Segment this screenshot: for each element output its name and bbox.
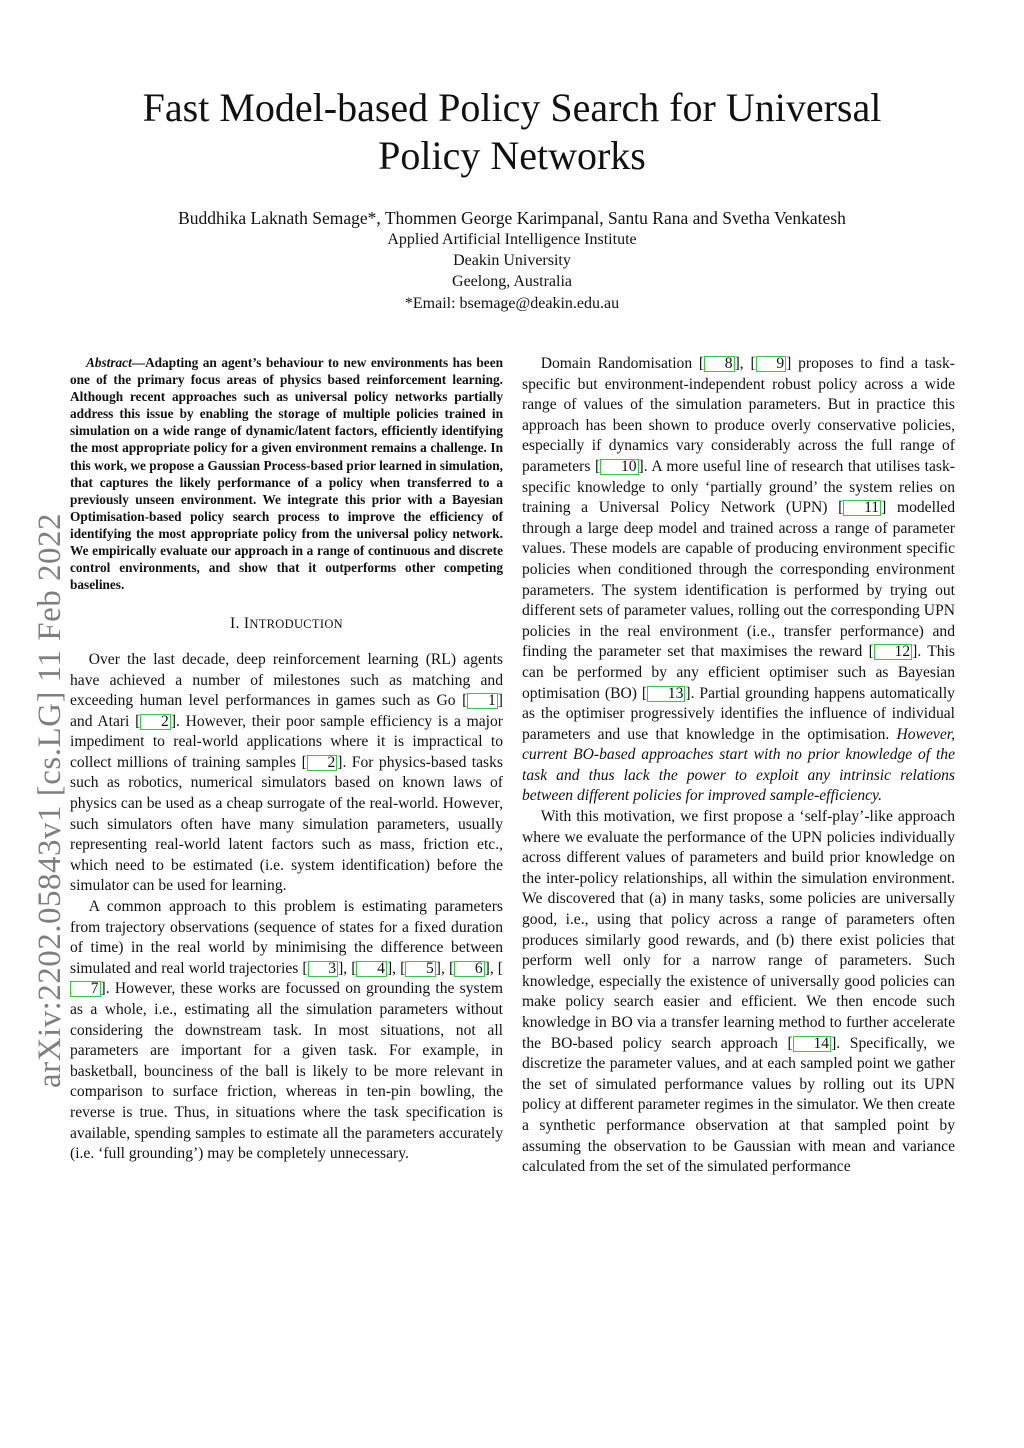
affiliation-location: Geelong, Australia xyxy=(452,273,572,291)
section-heading-introduction xyxy=(70,614,503,635)
text-run: , xyxy=(489,959,498,977)
citation-link[interactable]: 13 xyxy=(647,686,685,702)
citation-link[interactable]: 2 xyxy=(140,714,171,730)
citation-link[interactable]: 11 xyxy=(843,500,881,516)
citation-link[interactable]: 14 xyxy=(793,1036,831,1052)
affiliation-block xyxy=(70,229,954,314)
affiliation-email: *Email: bsemage@deakin.edu.au xyxy=(404,294,620,312)
text-run: . For physics-based tasks such as robotics, numerical simulators based on known laws of physics can be used as a cheap surrogate of the real-world. However, such simulators often have many simulation parameters, usually representing real-world latent factors such as mass, friction etc., which need to be estimated (i.e. system identification) before the simulator can be used for learning. xyxy=(70,753,503,895)
text-run: . Specifically, we discretize the parameter values, and at each sampled point we gather the set of simulated performance values by rolling out its UPN policy at different parameter regimes in the simulator. We then create a synthetic performance observation at that sampled point by assuming the observation to be Gaussian with mean and variance calculated from the set of the simulated performance xyxy=(522,1034,955,1176)
citation-link[interactable]: 1 xyxy=(467,693,498,709)
affiliation-university: Deakin University xyxy=(453,252,571,270)
citation-link[interactable]: 8 xyxy=(704,356,735,372)
section-title-first: I xyxy=(243,615,250,633)
arxiv-id-text: arXiv:2202.05843v1 [cs.LG] 11 Feb 2022 xyxy=(32,512,69,1088)
citation-link[interactable]: 3 xyxy=(308,961,339,977)
text-run: . A more useful line of research that utilises task-specific knowledge to only ‘partially ground’ the system relies on training a Universal Policy Network (UPN) xyxy=(522,457,955,517)
abstract xyxy=(70,354,503,593)
author-list: Buddhika Laknath Semage*, Thommen George Karimpanal, Santu Rana and Svetha Venkatesh xyxy=(178,208,846,228)
citation-link[interactable]: 2 xyxy=(307,755,338,771)
intro-paragraph-1: Over the last decade, deep reinforcement learning (RL) agents have achieved a number of milestones such as matching and exceeding human level performances in games such as Go [ 1 ] and Atari [ 2 ]. However, their poor sample efficiency is a major impediment to real-world applications where it is impractical to collect millions of training samples [ 2 ]. For physics-based tasks such as robotics, numerical simulators based on known laws of physics can be used as a cheap surrogate of the real-world. However, such simulators often have many simulation parameters, usually representing real-world latent factors such as mass, friction etc., which need to be estimated (i.e. system identification) before the simulator can be used for learning. xyxy=(70,650,503,895)
text-run: and Atari xyxy=(70,712,136,730)
text-run: , xyxy=(392,959,401,977)
text-run: , xyxy=(441,959,449,977)
paper-title xyxy=(70,84,954,180)
intro-paragraph-4: With this motivation, we first propose a ‘self-play’-like approach where we evaluate the performance of the UPN policies individually across different values of parameters and build prior knowledge on the inter-policy relationships, all within the simulation environment. We discovered that (a) in many tasks, some policies are universally good, i.e., using that policy across a range of parameters often produces similarly good rewards, and (b) there exist policies that perform well only for a narrow range of parameters. Such knowledge, especially the existence of universally good policies can make policy search easier and efficient. We then encode such knowledge in BO via a transfer learning method to further accelerate the BO-based policy search approach [ 14 ]. Specifically, we discretize the parameter values, and at each sampled point we gather the set of simulated performance values by rolling out its UPN policy at different parameter regimes in the simulator. We then create a synthetic performance observation at that sampled point by assuming the observation to be Gaussian with mean and variance calculated from the set of the simulated performance xyxy=(522,808,955,1176)
text-run: . This can be performed by any efficient optimiser such as Bayesian optimisation (BO) xyxy=(522,643,955,702)
citation-link[interactable]: 6 xyxy=(454,961,485,977)
text-run: . However, these works are focussed on grounding the system as a whole, i.e., estimating all the simulation parameters without considering the downstream task. In most situations, not all parameters are important for a given task. For example, in basketball, bounciness of the ball is likely to be more relevant in comparison to surface friction, whereas in ten-pin bowling, the reverse is true. Thus, in situations where the task specification is available, spending samples to estimate all the parameters accurately (i.e. ‘full grounding’) may be completely unnecessary. xyxy=(70,980,503,1163)
text-run: , xyxy=(343,959,352,977)
intro-paragraph-2: A common approach to this problem is estimating parameters from trajectory observations (sequence of states for a fixed duration of time) in the real world by minimising the difference between simulated and real world trajectories [ 3 ], [ 4 ], [ 5 ], [ 6 ], [7 ]. However, these works are focussed on grounding the system as a whole, i.e., estimating all the simulation parameters without considering the downstream task. In most situations, not all parameters are important for a given task. For example, in basketball, bounciness of the ball is likely to be more relevant in comparison to surface friction, whereas in ten-pin bowling, the reverse is true. Thus, in situations where the task specification is available, spending samples to estimate all the parameters accurately (i.e. ‘full grounding’) may be completely unnecessary. xyxy=(70,898,503,1163)
right-column xyxy=(522,354,955,1178)
citation-link[interactable]: 5 xyxy=(405,961,436,977)
section-title-rest: NTRODUCTION xyxy=(249,617,343,632)
text-run: With this motivation, we first propose a ‘self-play’-like approach where we evaluate the performance of the UPN policies individually across different values of parameters and build prior knowledge on the inter-policy relationships, all within the simulation environment. We discovered that (a) in many tasks, some policies are universally good, i.e., using that policy across a range of parameters often produces similarly good rewards, and (b) there exist policies that perform well only for a narrow range of parameters. Such knowledge, especially the existence of universally good policies can make policy search easier and efficient. We then encode such knowledge in BO via a transfer learning method to further accelerate the BO-based policy search approach xyxy=(522,808,955,1052)
intro-paragraph-3: Domain Randomisation [ 8 ], [ 9 ] proposes to find a task-specific but environment-independent robust policy across a wide range of values of the simulation parameters. But in practice this approach has been shown to produce overly conservative policies, especially if dynamics vary considerably across the full range of parameters [ 10 ]. A more useful line of research that utilises task-specific knowledge to only ‘partially ground’ the system relies on training a Universal Policy Network (UPN) [ 11 ] modelled through a large deep model and trained across a range of parameter values. These models are capable of producing environment specific policies when conditioned through the corresponding environment parameters. The system identification is performed by trying out different sets of parameter values, rolling out the corresponding UPN policies in the real environment (i.e., transfer performance) and finding the parameter set that maximises the reward [ 12 ]. This can be performed by any efficient optimiser such as Bayesian optimisation (BO) [ 13 ]. Partial grounding happens automatically as the optimiser progressively identifies the influence of individual parameters and use that knowledge in the optimisation. However, current BO-based approaches start with no prior knowledge of the task and thus lack the power to exploit any intrinsic relations between different policies for improved sample-efficiency. xyxy=(522,355,955,805)
text-run: Over the last decade, deep reinforcement learning (RL) agents have achieved a number of milestones such as matching and exceeding human level performances in games such as Go xyxy=(70,650,503,710)
citation-link[interactable]: 7 xyxy=(70,981,101,997)
emphasized-text: However, current BO-based approaches start with no prior knowledge of the task and thus lack the power to exploit any intrinsic relations between different policies for improved sample-efficiency. xyxy=(522,725,955,805)
affiliation-institute: Applied Artificial Intelligence Institute xyxy=(387,231,637,248)
citation-link[interactable]: 12 xyxy=(874,644,912,660)
text-run: modelled through a large deep model and trained across a range of parameter values. These models are capable of producing environment specific policies when conditioned through the corresponding environment parameters. The system identification is performed by trying out different sets of parameter values, rolling out the corresponding UPN policies in the real environment (i.e., transfer performance) and finding the parameter set that maximises the reward xyxy=(522,499,955,661)
section-number: I. xyxy=(230,615,244,633)
title-line-2: Policy Networks xyxy=(378,133,646,178)
text-run: Domain Randomisation xyxy=(540,355,699,372)
text-run: . Partial grounding happens automatically as the optimiser progressively identifies the influence of individual parameters and use that knowledge in the optimisation. xyxy=(522,684,955,743)
citation-link[interactable]: 4 xyxy=(356,961,387,977)
text-run: A common approach to this problem is estimating parameters from trajectory observations (sequence of states for a fixed duration of time) in the real world by minimising the difference between simulated and real world trajectories xyxy=(70,898,503,977)
text-run: proposes to find a task-specific but environment-independent robust policy across a wide range of values of the simulation parameters. But in practice this approach has been shown to produce overly conservative policies, especially if dynamics vary considerably across the full range of parameters xyxy=(522,355,955,475)
abstract-label: Abstract xyxy=(85,355,132,370)
abstract-text: —Adapting an agent’s behaviour to new environments has been one of the primary focus areas of physics based reinforcement learning. Although recent approaches such as universal policy networks partially address this issue by enabling the storage of multiple policies trained in simulation on a wide range of dynamic/latent factors, efficiently identifying the most appropriate policy for a given environment remains a challenge. In this work, we propose a Gaussian Process-based prior learned in simulation, that captures the likely performance of a policy when transferred to a previously unseen environment. We integrate this prior with a Bayesian Optimisation-based policy search process to improve the efficiency of identifying the most appropriate policy from the universal policy network. We empirically evaluate our approach in a range of continuous and discrete control environments, and show that it outperforms other competing baselines. xyxy=(70,355,503,593)
left-column xyxy=(70,354,503,1165)
citation-link[interactable]: 10 xyxy=(600,459,638,475)
text-run: , xyxy=(739,355,751,372)
citation-link[interactable]: 9 xyxy=(756,356,787,372)
title-line-1: Fast Model-based Policy Search for Universal xyxy=(142,85,882,130)
text-run: . However, their poor sample efficiency is a major impediment to real-world applications where it is impractical to collect millions of training samples xyxy=(70,712,503,771)
